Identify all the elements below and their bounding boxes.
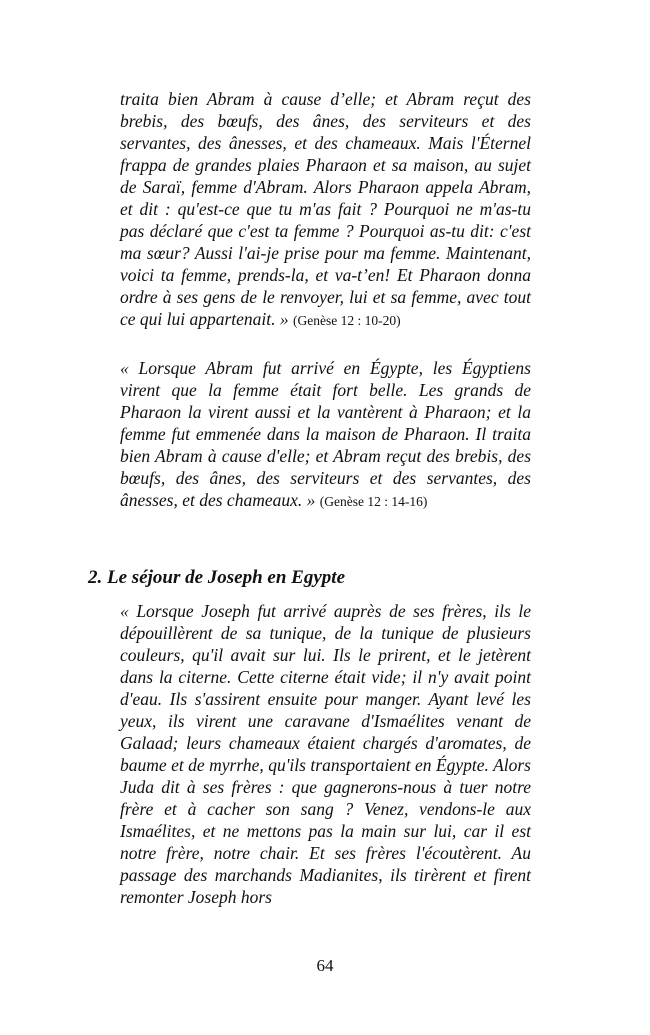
bible-citation: (Genèse 12 : 14-16) — [319, 494, 428, 509]
quote-block-joseph — [120, 600, 531, 908]
section-heading: 2. Le séjour de Joseph en Egypte — [88, 567, 346, 588]
quote-block-genesis-12-10-20 — [120, 88, 531, 332]
paragraph — [120, 600, 531, 908]
quote-block-genesis-12-14-16 — [120, 357, 531, 513]
quote-text: « Lorsque Joseph fut arrivé auprès de ses frères, ils le dépouillèrent de sa tunique, de la tunique de plusieurs couleurs, qu'il avait sur lui. Ils le prirent, et le jetèrent dans la citerne. Cette citerne était vide; il n'y avait point d'eau. Ils s'assirent ensuite pour manger. Ayant levé les yeux, ils virent une caravane d'Ismaélites venant de Galaad; leurs chameaux étaient chargés d'aromates, de baume et de myrrhe, qu'ils transportaient en Égypte. Alors Juda dit à ses frères : que gagnerons-nous à tuer notre frère et à cacher son sang ? Venez, vendons-le aux Ismaélites, et ne mettons pas la main sur lui, car il est notre frère, notre chair. Et ses frères l'écoutèrent. Au passage des marchands Madianites, ils tirèrent et firent remonter Joseph hors — [120, 601, 531, 907]
quote-text: traita bien Abram à cause d’elle; et Abram reçut des brebis, des bœufs, des ânes, des serviteurs et des servantes, des ânesses, et des chameaux. Mais l'Éternel frappa de grandes plaies Pharaon et sa maison, au sujet de Saraï, femme d'Abram. Alors Pharaon appela Abram, et dit : qu'est-ce que tu m'as fait ? Pourquoi ne m'as-tu pas déclaré que c'est ta femme ? Pourquoi as-tu dit: c'est ma sœur? Aussi l'ai-je prise pour ma femme. Maintenant, voici ta femme, prends-la, et va-t’en! Et Pharaon donna ordre à ses gens de le renvoyer, lui et sa femme, avec tout ce qui lui appartenait. » — [120, 89, 531, 329]
quote-text: « Lorsque Abram fut arrivé en Égypte, les Égyptiens virent que la femme était fort belle. Les grands de Pharaon la virent aussi et la vantèrent à Pharaon; et la femme fut emmenée dans la maison de Pharaon. Il traita bien Abram à cause d'elle; et Abram reçut des brebis, des bœufs, des ânes, des serviteurs et des servantes, des ânesses, et des chameaux. » — [120, 358, 531, 510]
paragraph — [120, 357, 531, 513]
paragraph — [120, 88, 531, 332]
page-number: 64 — [316, 956, 334, 975]
bible-citation: (Genèse 12 : 10-20) — [293, 313, 401, 328]
